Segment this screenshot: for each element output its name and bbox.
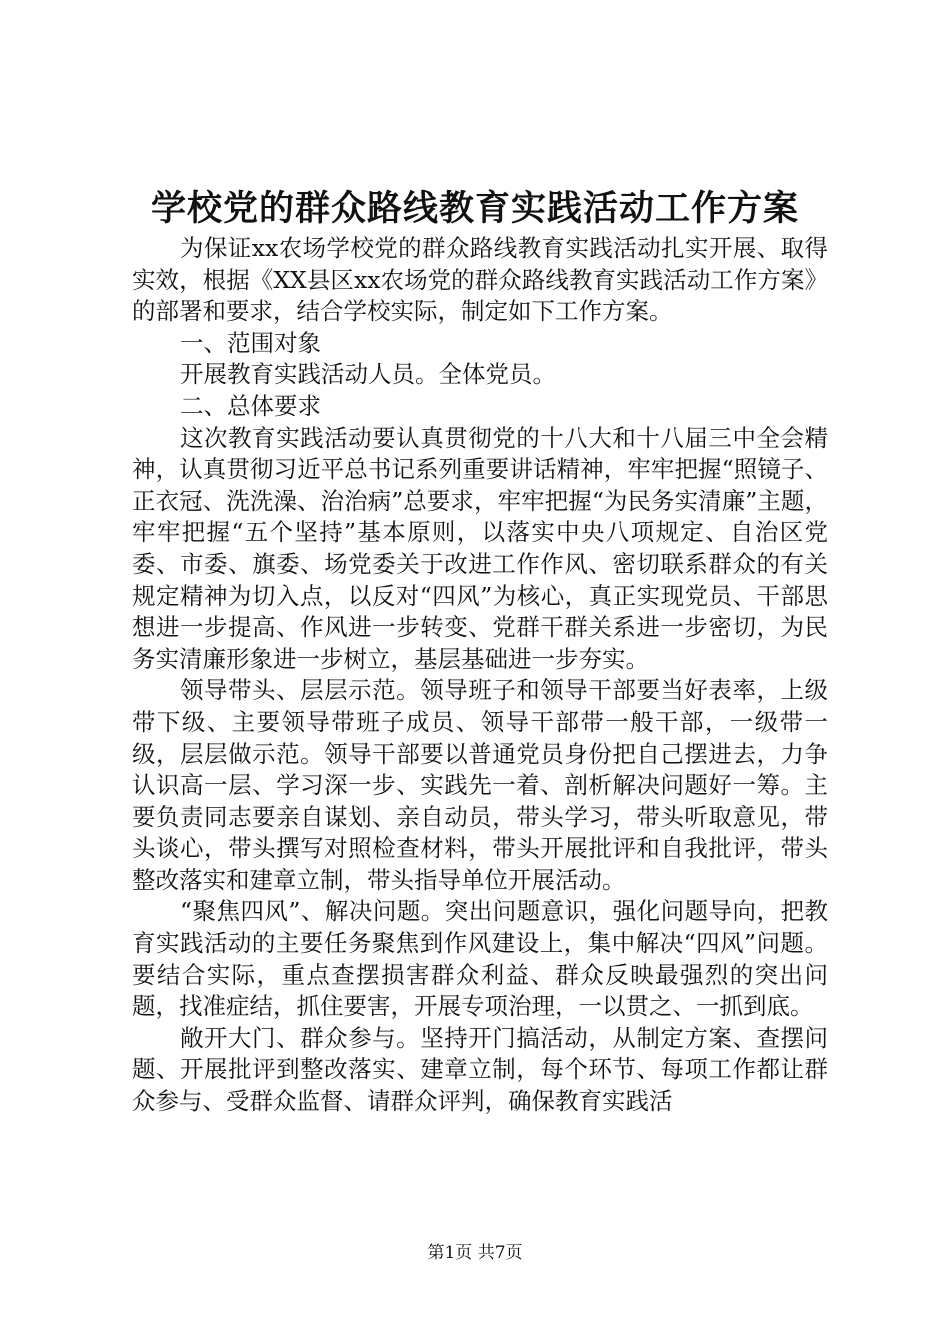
four-winds-paragraph: “聚焦四风”、解决问题。突出问题意识，强化问题导向，把教育实践活动的主要任务聚焦到作风建设上，集中解决“四风”问题。要结合实际，重点查摆损害群众利益、群众反映最强烈的突出问题，找准症结，抓住要害，开展专项治理，一以贯之、一抓到底。 (132, 897, 828, 1021)
scope-paragraph: 开展教育实践活动人员。全体党员。 (180, 360, 556, 389)
document-body (132, 233, 828, 1118)
section-heading-requirements: 二、总体要求 (180, 391, 321, 420)
intro-paragraph: 为保证xx农场学校党的群众路线教育实践活动扎实开展、取得实效，根据《XX县区xx农场党的群众路线教育实践活动工作方案》的部署和要求，结合学校实际，制定如下工作方案。 (132, 234, 828, 326)
document-title: 学校党的群众路线教育实践活动工作方案 (150, 188, 799, 229)
leadership-paragraph: 领导带头、层层示范。领导班子和领导干部要当好表率，上级带下级、主要领导带班子成员、领导干部带一般干部，一级带一级，层层做示范。领导干部要以普通党员身份把自己摆进去，力争认识高一层、学习深一步、实践先一着、剖析解决问题好一筹。主要负责同志要亲自谋划、亲自动员，带头学习，带头听取意见，带头谈心，带头撰写对照检查材料，带头开展批评和自我批评，带头整改落实和建章立制，带头指导单位开展活动。 (132, 676, 828, 894)
open-door-paragraph: 敞开大门、群众参与。坚持开门搞活动，从制定方案、查摆问题、开展批评到整改落实、建章立制，每个环节、每项工作都让群众参与、受群众监督、请群众评判，确保教育实践活 (132, 1023, 828, 1116)
page-number-footer: 第1页 共7页 (427, 1243, 523, 1263)
requirements-paragraph: 这次教育实践活动要认真贯彻党的十八大和十八届三中全会精神，认真贯彻习近平总书记系列重要讲话精神，牢牢把握“照镜子、正衣冠、洗洗澡、治治病”总要求，牢牢把握“为民务实清廉”主题，牢牢把握“五个坚持”基本原则，以落实中央八项规定、自治区党委、市委、旗委、场党委关于改进工作作风、密切联系群众的有关规定精神为切入点，以反对“四风”为核心，真正实现党员、干部思想进一步提高、作风进一步转变、党群干群关系进一步密切，为民务实清廉形象进一步树立，基层基础进一步夯实。 (132, 423, 828, 673)
section-heading-scope: 一、范围对象 (180, 328, 321, 357)
